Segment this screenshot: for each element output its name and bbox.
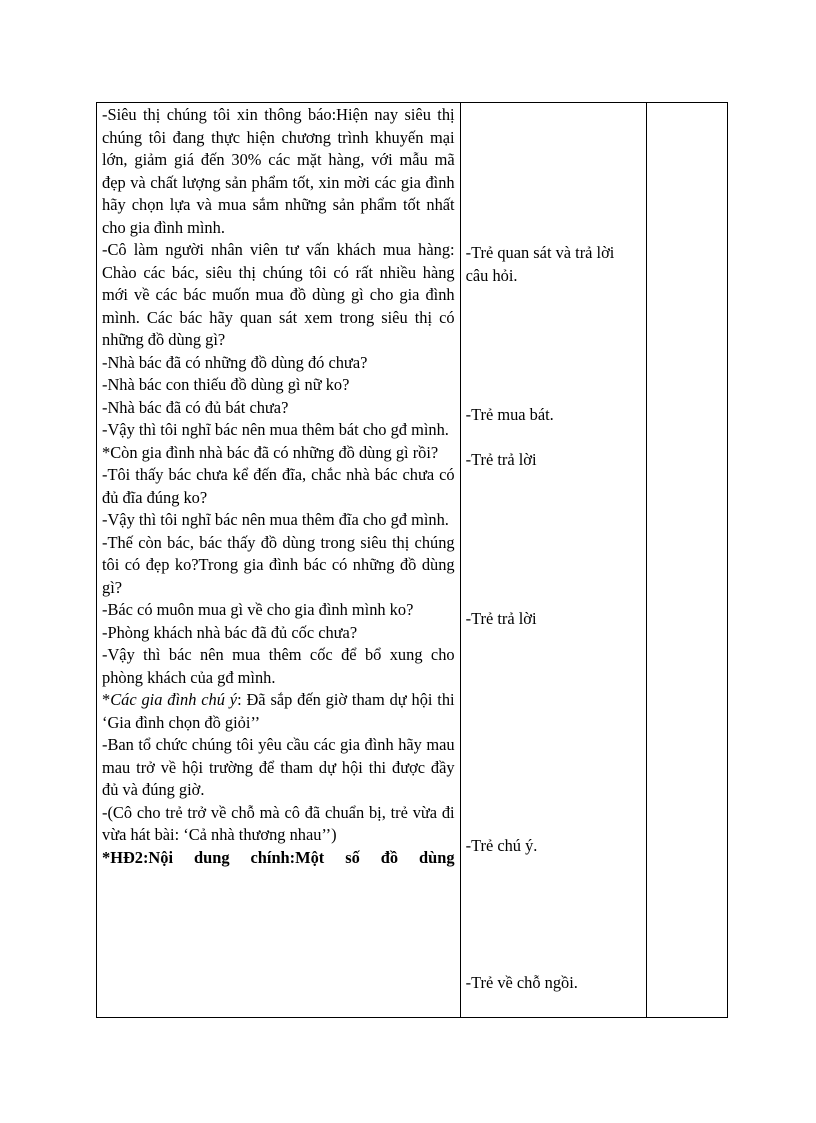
notice-rest: : Đã sắp đến giờ tham dự hội thi ‘Gia đình chọn đồ giỏi’’ bbox=[102, 690, 455, 732]
lesson-plan-table bbox=[96, 102, 728, 1018]
paragraph: -Nhà bác đã có đủ bát chưa? bbox=[102, 397, 289, 417]
notice-italic: Các gia đình chú ý bbox=[110, 690, 238, 709]
child-response: -Trẻ quan sát và trả lời bbox=[465, 243, 615, 262]
teacher-activity-cell bbox=[97, 103, 461, 1018]
paragraph: -(Cô cho trẻ trở về chỗ mà cô đã chuẩn bị, trẻ vừa đi vừa hát bài: ‘Cả nhà thương nhau’’) bbox=[102, 802, 455, 844]
notice-prefix: * bbox=[102, 690, 111, 709]
paragraph: *Còn gia đình nhà bác đã có những đồ dùng gì rồi? bbox=[102, 442, 439, 462]
teacher-activity-text bbox=[97, 103, 460, 869]
child-response: -Trẻ trả lời bbox=[465, 609, 537, 628]
paragraph: -Vậy thì tôi nghĩ bác nên mua thêm đĩa cho gđ mình. bbox=[102, 510, 449, 529]
child-response: -Trẻ chú ý. bbox=[465, 836, 538, 855]
paragraph: -Cô làm người nhân viên tư vấn khách mua hàng: Chào các bác, siêu thị chúng tôi có rất nhiều hàng mới về các bác muốn mua đồ dùng gì cho gia đình mình. Các bác hãy quan sát xem trong siêu thị có những đồ dùng gì? bbox=[102, 240, 455, 349]
paragraph: -Nhà bác con thiếu đồ dùng gì nữ ko? bbox=[102, 375, 350, 394]
paragraph: -Nhà bác đã có những đồ dùng đó chưa? bbox=[102, 352, 368, 372]
notes-cell bbox=[646, 103, 727, 1018]
paragraph: -Vậy thì tôi nghĩ bác nên mua thêm bát cho gđ mình. bbox=[102, 420, 449, 439]
paragraph: -Vậy thì bác nên mua thêm cốc để bổ xung cho phòng khách của gđ mình. bbox=[102, 645, 455, 687]
paragraph: -Siêu thị chúng tôi xin thông báo:Hiện nay siêu thị chúng tôi đang thực hiện chương trình khuyến mại lớn, giảm giá đến 30% các mặt hàng, với mẫu mã đẹp và chất lượng sản phẩm tốt, xin mời các gia đình hãy chọn lựa và mua sắm những sản phẩm tốt nhất cho gia đình mình. bbox=[102, 105, 455, 237]
paragraph: -Thế còn bác, bác thấy đồ dùng trong siêu thị chúng tôi có đẹp ko?Trong gia đình bác có những đồ dùng gì? bbox=[102, 532, 455, 597]
paragraph: -Bác có muôn mua gì về cho gia đình mình ko? bbox=[102, 600, 414, 619]
child-response: -Trẻ trả lời bbox=[465, 450, 537, 469]
notice-paragraph bbox=[102, 689, 455, 734]
paragraph: -Ban tổ chức chúng tôi yêu cầu các gia đình hãy mau mau trở về hội trường để tham dự hội thi được đầy đủ và đúng giờ. bbox=[102, 735, 455, 799]
child-response: -Trẻ về chỗ ngồi. bbox=[465, 973, 578, 992]
paragraph: -Phòng khách nhà bác đã đủ cốc chưa? bbox=[102, 622, 358, 642]
child-response: câu hỏi. bbox=[465, 266, 518, 285]
child-response: -Trẻ mua bát. bbox=[465, 405, 554, 424]
paragraph: -Tôi thấy bác chưa kể đến đĩa, chắc nhà bác chưa có đủ đĩa đúng ko? bbox=[102, 465, 455, 507]
table-row bbox=[97, 103, 728, 1018]
child-activity-cell bbox=[460, 103, 646, 1018]
section-heading: *HĐ2:Nội dung chính:Một số đồ dùng bbox=[102, 847, 455, 867]
